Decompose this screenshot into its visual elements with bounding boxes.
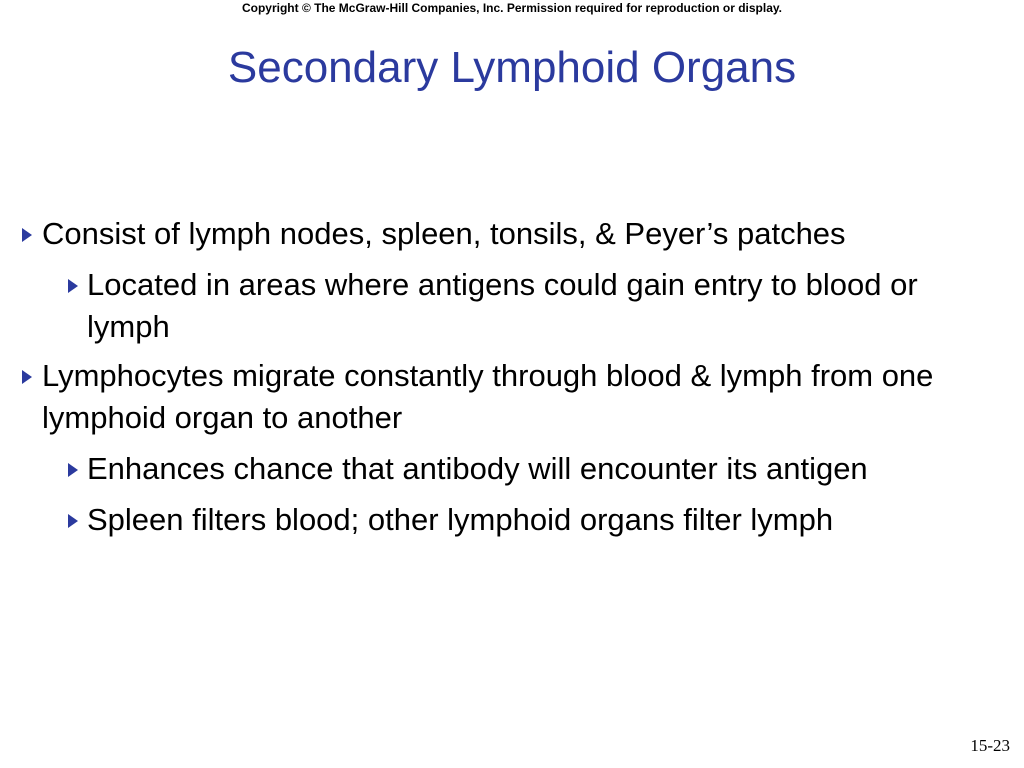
triangle-right-icon: [66, 448, 82, 490]
bullet-item-level-1: [0, 213, 1024, 255]
bullet-text: Consist of lymph nodes, spleen, tonsils, & Peyer’s patches: [42, 216, 846, 251]
bullet-list: [0, 206, 1024, 541]
bullet-text: Enhances chance that antibody will encounter its antigen: [87, 451, 868, 486]
bullet-item-level-1: [0, 355, 1024, 439]
bullet-text: Lymphocytes migrate constantly through blood & lymph from one lymphoid organ to another: [42, 358, 934, 435]
copyright-notice: Copyright © The McGraw-Hill Companies, Inc. Permission required for reproduction or display.: [241, 1, 783, 15]
bullet-text: Spleen filters blood; other lymphoid organs filter lymph: [87, 502, 834, 537]
bullet-text: Located in areas where antigens could gain entry to blood or lymph: [87, 267, 918, 344]
slide-number: 15-23: [970, 736, 1010, 755]
triangle-right-icon: [66, 499, 82, 541]
triangle-right-icon: [20, 213, 36, 255]
bullet-item-level-2: [0, 264, 1024, 348]
triangle-right-icon: [66, 264, 82, 306]
slide-title: Secondary Lymphoid Organs: [227, 43, 797, 92]
triangle-right-icon: [20, 355, 36, 397]
bullet-item-level-2: [0, 448, 1024, 490]
bullet-item-level-2: [0, 499, 1024, 541]
